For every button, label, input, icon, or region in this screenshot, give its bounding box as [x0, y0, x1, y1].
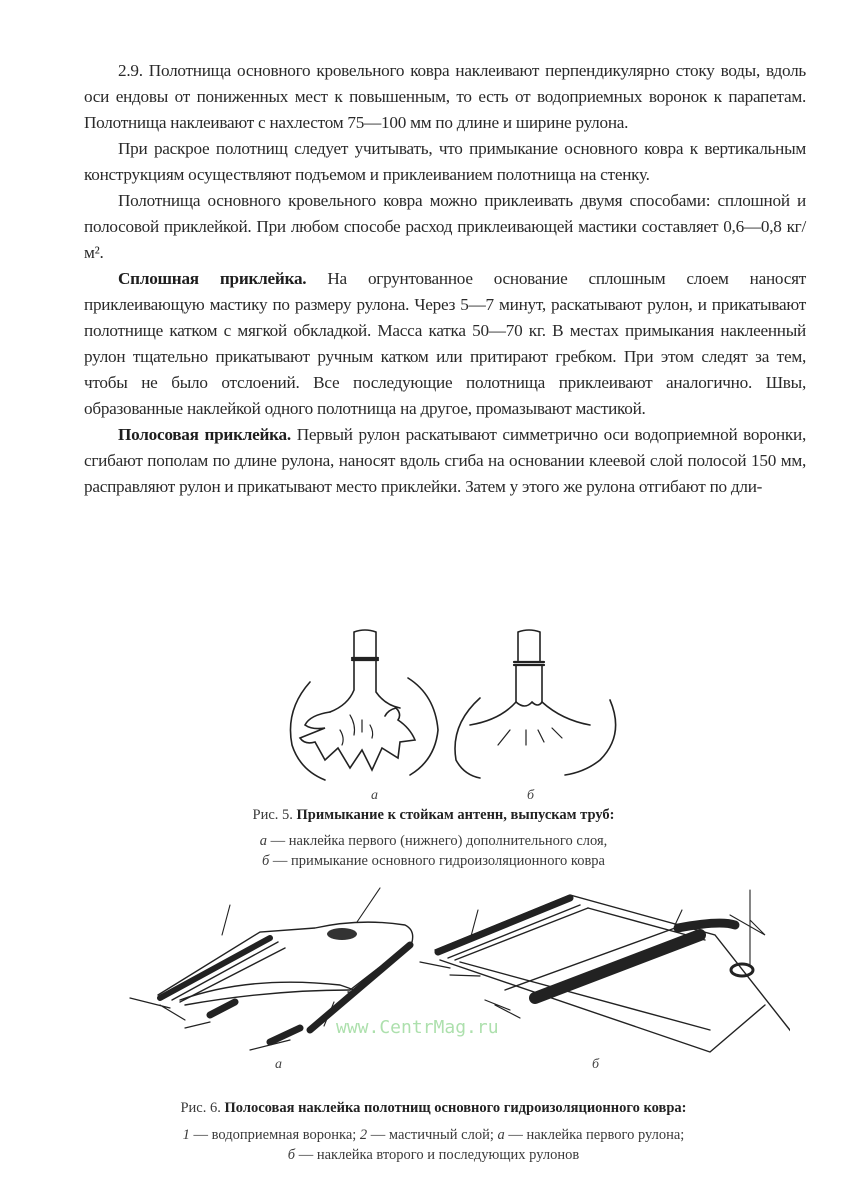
- figure-5-legend-b: [0, 851, 867, 871]
- figure-6: [110, 880, 790, 1070]
- figure-5-legend-a: [0, 831, 867, 851]
- figure-6-label-a: а: [275, 1057, 282, 1072]
- watermark: www.CentrMag.ru: [336, 1017, 499, 1038]
- paragraph-lead: Полосовая приклейка.: [118, 425, 291, 444]
- paragraph-2-9: [84, 58, 806, 136]
- legend-key: б: [262, 853, 270, 869]
- paragraph-lead: Сплошная приклейка.: [118, 269, 307, 288]
- legend-key: 2: [359, 1127, 368, 1143]
- caption-prefix: Рис. 6.: [180, 1100, 225, 1116]
- legend-text: — наклейка второго и последующих рулонов: [295, 1147, 580, 1163]
- caption-title: Примыкание к стойкам антенн, выпускам труб:: [296, 807, 615, 823]
- paragraph-cutting: [84, 136, 806, 188]
- caption-title: Полосовая наклейка полотнищ основного гидроизоляционного ковра:: [224, 1100, 687, 1116]
- legend-text: — мастичный слой;: [367, 1127, 498, 1143]
- figure-5b-drawing: [455, 630, 616, 778]
- legend-text: — наклейка первого (нижнего) дополнительного слоя,: [266, 833, 608, 849]
- caption-prefix: Рис. 5.: [252, 807, 297, 823]
- figure-5: [270, 620, 630, 803]
- figure-5-label-a: а: [371, 788, 378, 803]
- figure-6b-drawing: [420, 890, 790, 1070]
- paragraph-methods: [84, 188, 806, 266]
- figure-5-caption: [0, 805, 867, 825]
- legend-key: б: [287, 1147, 296, 1163]
- legend-text: — наклейка первого рулона;: [504, 1127, 685, 1143]
- figure-6-drawing: [110, 880, 790, 1070]
- legend-key: а: [497, 1127, 505, 1143]
- figure-5-drawing: [270, 620, 630, 795]
- legend-text: — примыкание основного гидроизоляционного ковра: [269, 853, 605, 869]
- legend-key: а: [259, 833, 267, 849]
- figure-6-legend-line-1: [0, 1125, 867, 1145]
- legend-text: — водоприемная воронка;: [189, 1127, 360, 1143]
- legend-key: 1: [182, 1127, 190, 1143]
- figure-5-label-b: б: [527, 788, 535, 803]
- paragraph-text: Первый рулон раскатывают симметрично оси водоприемной воронки, сгибают пополам по длине рулона, наносят вдоль сгиба на основании клеевой слой полосой 150 мм, расправляют рулон и прикатывают место приклейки. Затем у этого же рулона отгибают по дли-: [84, 425, 806, 496]
- paragraph-text: Полотнища основного кровельного ковра можно приклеивать двумя способами: сплошной и полосовой приклейкой. При любом способе расход приклеивающей мастики составляет 0,6—0,8 кг/м².: [84, 191, 806, 262]
- figure-6-caption: [0, 1098, 867, 1118]
- figure-5a-drawing: [290, 630, 438, 780]
- paragraph-text: При раскрое полотнищ следует учитывать, что примыкание основного ковра к вертикальным конструкциям осуществляют подъемом и приклеиванием полотнища на стенку.: [84, 139, 806, 184]
- page-text: [84, 58, 806, 500]
- figure-6-legend-line-2: [0, 1145, 867, 1165]
- paragraph-text: 2.9. Полотнища основного кровельного ковра наклеивают перпендикулярно стоку воды, вдоль оси ендовы от пониженных мест к повышенным, то есть от водоприемных воронок к парапетам. Полотнища наклеивают с нахлестом 75—100 мм по длине и ширине рулона.: [84, 61, 806, 132]
- paragraph-strip-gluing: [84, 422, 806, 500]
- paragraph-solid-gluing: [84, 266, 806, 422]
- paragraph-text: На огрунтованное основание сплошным слоем наносят приклеивающую мастику по размеру рулона. Через 5—7 минут, раскатывают рулон, и прикатывают полотнище катком с мягкой обкладкой. Масса катка 50—70 кг. В местах примыкания наклеенный рулон тщательно прикатывают ручным катком или притирают гребком. При этом следят за тем, чтобы не было отслоений. Все последующие полотнища приклеивают аналогично. Швы, образованные наклейкой одного полотнища на другое, промазывают мастикой.: [84, 269, 806, 418]
- figure-6-label-b: б: [592, 1057, 600, 1072]
